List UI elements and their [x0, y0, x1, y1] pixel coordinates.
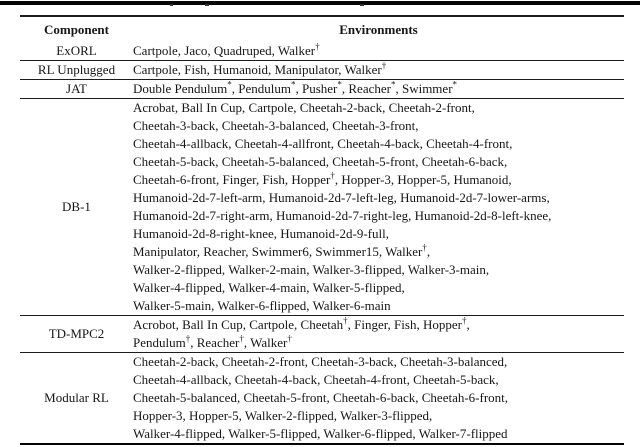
- table-row-jat: [20, 80, 624, 99]
- environments-cell: Acrobat, Ball In Cup, Cartpole, Cheetah-2-back, Cheetah-2-front, Cheetah-3-back, Cheetah-3-balanced, Cheetah-3-front, Cheetah-4-allback, Cheetah-4-allfront, Cheetah-4-back, Cheetah-4-front, Cheetah-5-back, Cheetah-5-balanced, Cheetah-5-front, Cheetah-6-back, Cheetah-6-front, Finger, Fish, Hopper†, Hopper-3, Hopper-5, Humanoid, Humanoid-2d-7-left-arm, Humanoid-2d-7-left-leg, Humanoid-2d-7-lower-arms, Humanoid-2d-7-right-arm, Humanoid-2d-7-right-leg, Humanoid-2d-8-left-knee, Humanoid-2d-8-right-knee, Humanoid-2d-9-full, Manipulator, Reacher, Swimmer6, Swimmer15, Walker†, Walker-2-flipped, Walker-2-main, Walker-3-flipped, Walker-3-main, Walker-4-flipped, Walker-4-main, Walker-5-flipped, Walker-5-main, Walker-6-flipped, Walker-6-main: [133, 100, 552, 313]
- environments-cell: Double Pendulum*, Pendulum*, Pusher*, Reacher*, Swimmer*: [133, 79, 458, 96]
- environments-cell: Cartpole, Jaco, Quadruped, Walker†: [133, 41, 320, 58]
- environments-column-header: Environments: [339, 21, 418, 37]
- component-cell: DB-1: [62, 199, 91, 214]
- cropped-text-fragment: [360, 4, 364, 6]
- component-cell: ExORL: [56, 43, 97, 58]
- component-column-header: Component: [43, 21, 109, 37]
- component-cell: JAT: [66, 81, 87, 96]
- table-row-db1: [20, 99, 624, 316]
- component-cell: Modular RL: [44, 390, 109, 405]
- table-row-rl-unplugged: [20, 61, 624, 80]
- environments-cell: Cheetah-2-back, Cheetah-2-front, Cheetah-3-back, Cheetah-3-balanced, Cheetah-4-allback, Cheetah-4-back, Cheetah-4-front, Cheetah-5-back, Cheetah-5-balanced, Cheetah-5-front, Cheetah-6-back, Cheetah-6-front, Hopper-3, Hopper-5, Walker-2-flipped, Walker-3-flipped, Walker-4-flipped, Walker-5-flipped, Walker-6-flipped, Walker-7-flipped: [133, 354, 509, 441]
- table-row-exorl: [20, 42, 624, 61]
- environments-cell: Acrobot, Ball In Cup, Cartpole, Cheetah†, Finger, Fish, Hopper†, Pendulum†, Reacher†, Walker†: [133, 315, 470, 350]
- cropped-caption-rule: [0, 1, 640, 5]
- component-cell: RL Unplugged: [37, 62, 116, 77]
- header-row: [20, 16, 624, 42]
- environments-cell: Cartpole, Fish, Humanoid, Manipulator, Walker†: [133, 60, 387, 77]
- cropped-text-fragment: [205, 4, 209, 6]
- cropped-text-fragment: [170, 4, 173, 6]
- components-environments-table: [20, 15, 624, 445]
- table-row-td-mpc2: [20, 316, 624, 353]
- table-row-modular-rl: [20, 353, 624, 445]
- component-cell: TD-MPC2: [48, 326, 105, 341]
